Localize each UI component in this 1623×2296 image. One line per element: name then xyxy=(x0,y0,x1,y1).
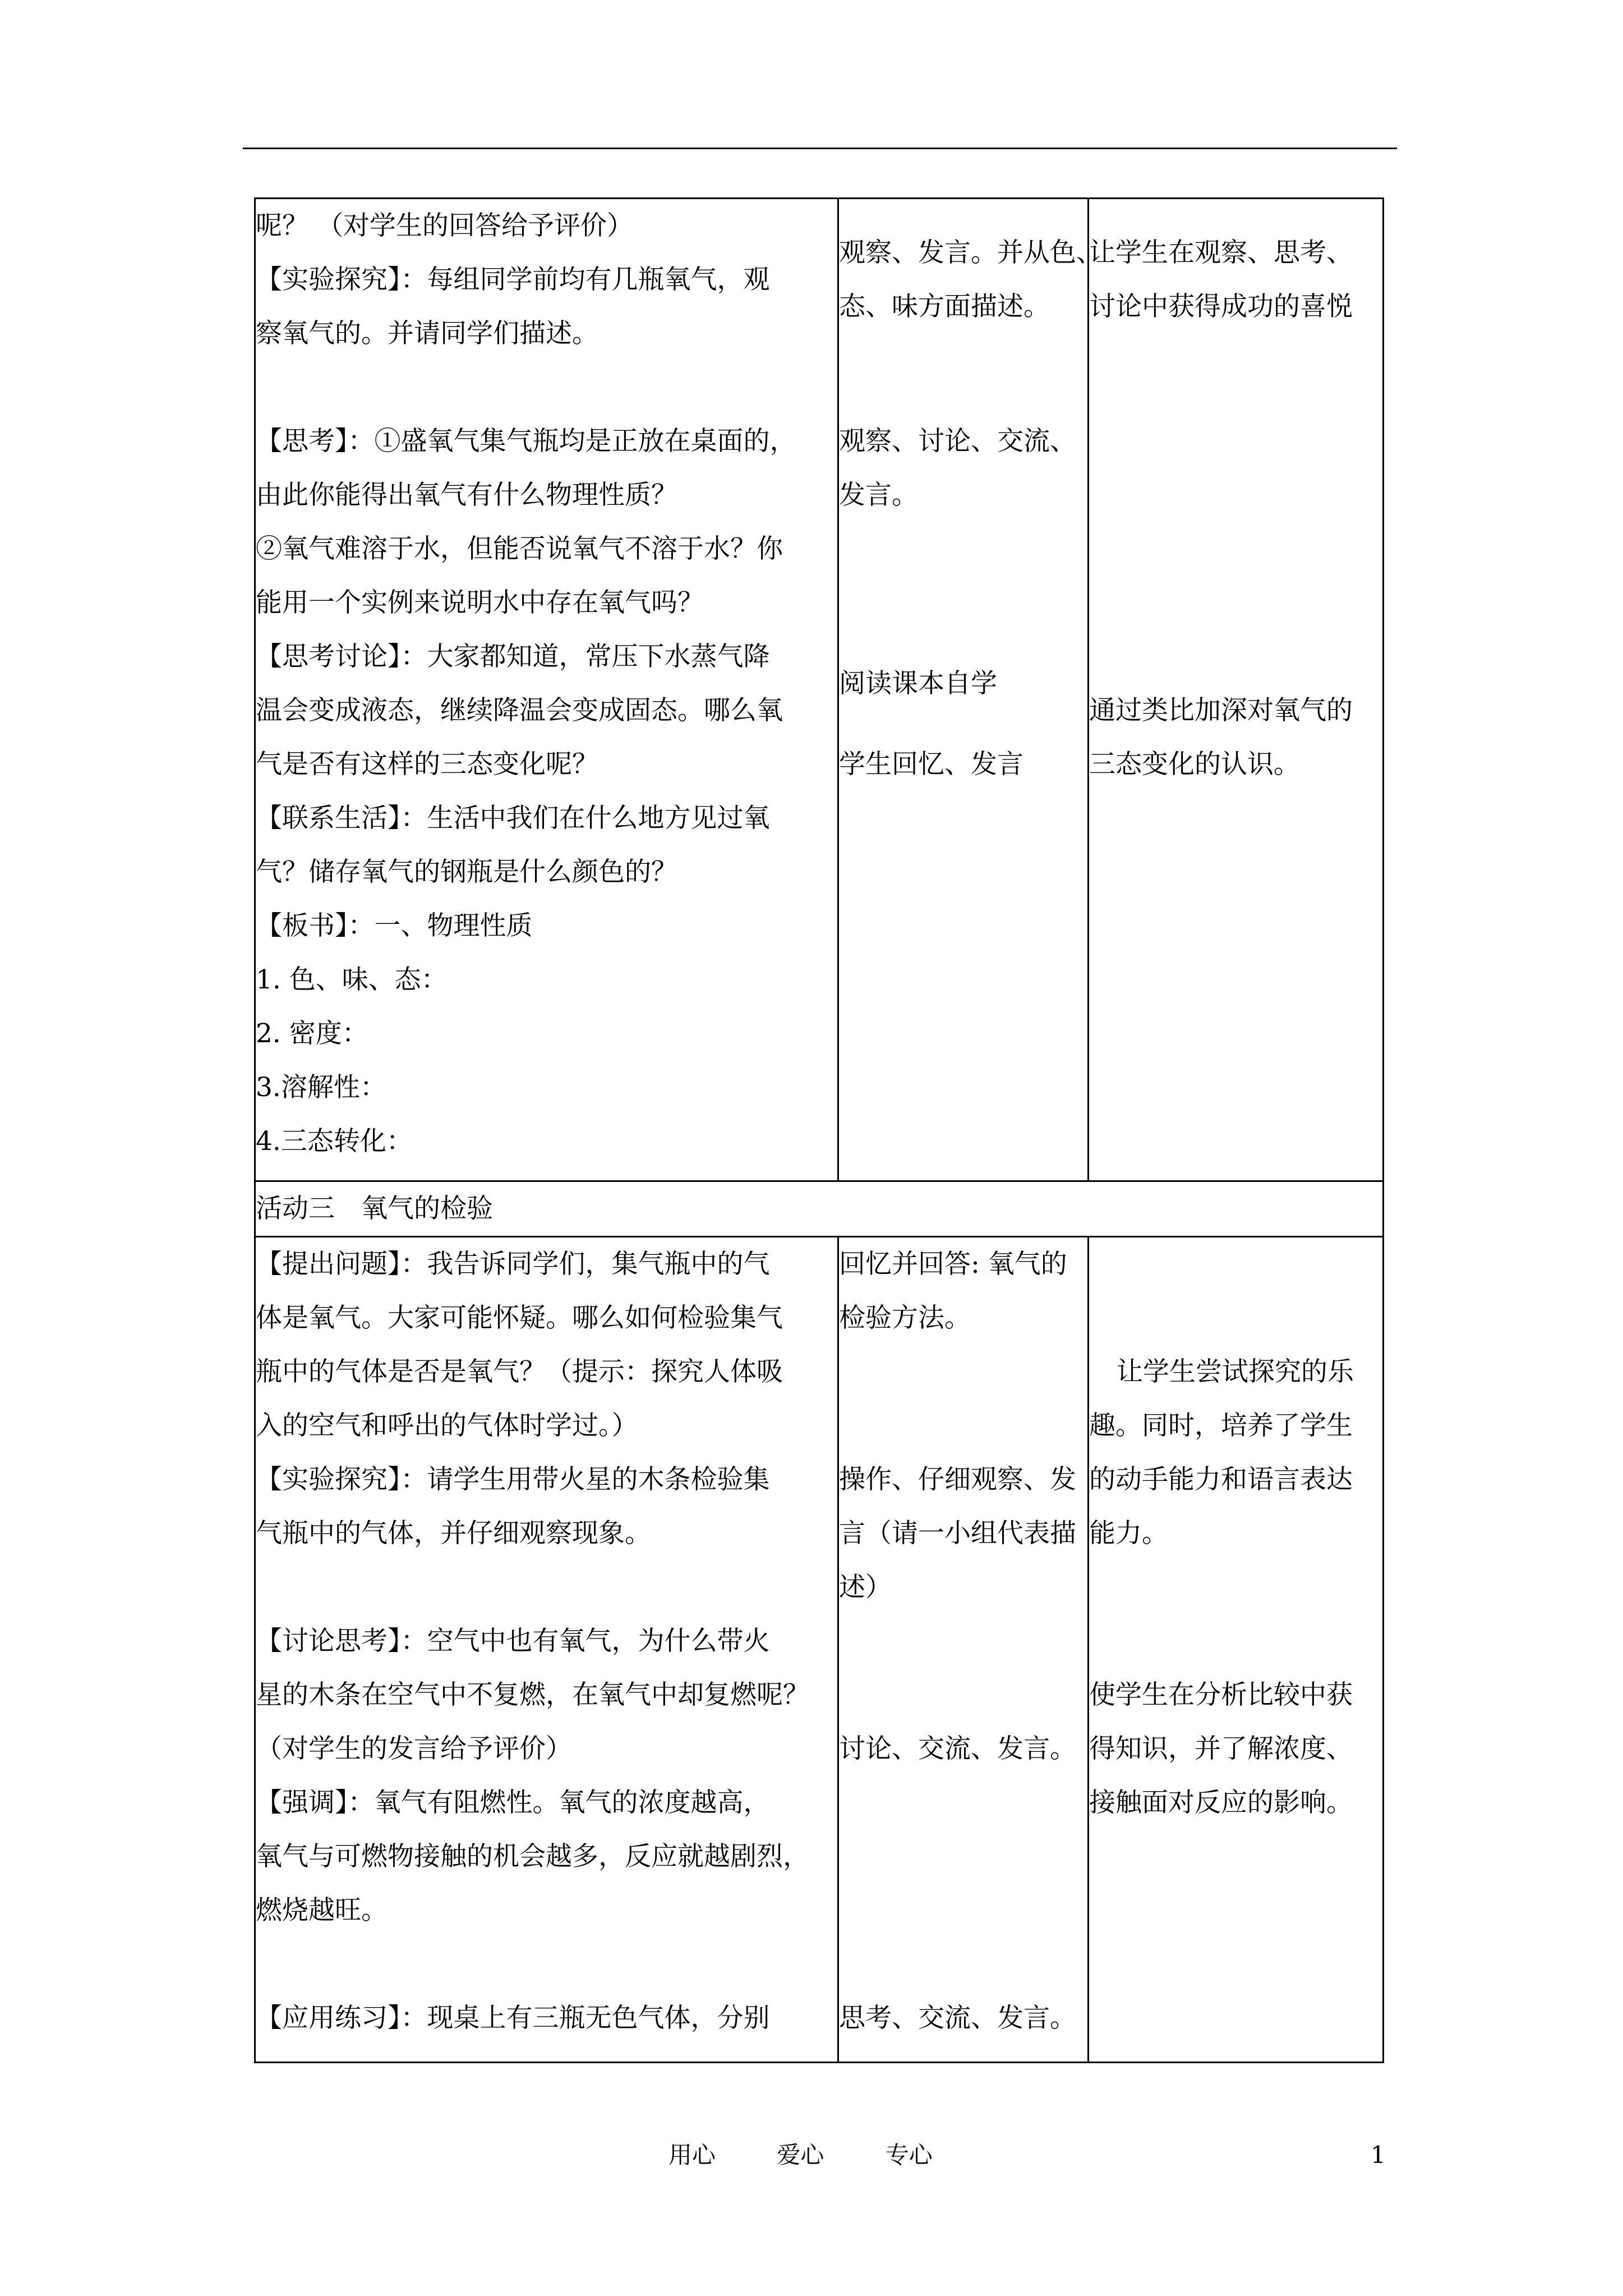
lesson-table xyxy=(254,197,1384,2063)
text-line: 【思考】：①盛氧气集气瓶均是正放在桌面的， xyxy=(256,426,796,457)
text-line: 操作、仔细观察、发 xyxy=(839,1464,1076,1495)
text-line: 星的木条在空气中不复燃，在氧气中却复燃呢？ xyxy=(256,1680,809,1710)
text-line: 讨论、交流、发言。 xyxy=(839,1733,1076,1764)
text-line: 述） xyxy=(839,1572,892,1603)
page-footer xyxy=(668,2138,933,2172)
student-activity-cell xyxy=(838,1237,1089,2063)
design-intent-cell xyxy=(1089,1237,1384,2063)
text-line: 三态变化的认识。 xyxy=(1089,749,1300,780)
text-line: 回忆并回答: 氧气的 xyxy=(839,1249,1067,1280)
text-line: 【讨论思考】：空气中也有氧气，为什么带火 xyxy=(256,1626,770,1657)
text-line: 【强调】：氧气有阻燃性。氧气的浓度越高， xyxy=(256,1787,770,1818)
text-line: 使学生在分析比较中获 xyxy=(1089,1680,1353,1710)
text-line: 【应用练习】：现桌上有三瓶无色气体，分别 xyxy=(256,2003,770,2033)
text-line: 由此你能得出氧气有什么物理性质？ xyxy=(256,480,677,510)
text-line: 学生回忆、发言 xyxy=(839,749,1023,780)
text-line: 思考、交流、发言。 xyxy=(839,2003,1076,2033)
text-line: 4.三态转化： xyxy=(256,1126,413,1157)
text-line: 接触面对反应的影响。 xyxy=(1089,1787,1353,1818)
text-line: 观察、发言。并从色、 xyxy=(839,237,1103,268)
text-line: 气？储存氧气的钢瓶是什么颜色的？ xyxy=(256,857,677,887)
section-title: 活动三 氧气的检验 xyxy=(255,1181,1384,1237)
text-line: 言（请一小组代表描 xyxy=(839,1518,1076,1549)
text-line: （对学生的发言给予评价） xyxy=(256,1733,572,1764)
table-row-oxygen-test xyxy=(255,1237,1384,2063)
text-line: 察氧气的。并请同学们描述。 xyxy=(256,318,598,349)
text-line: 【思考讨论】：大家都知道，常压下水蒸气降 xyxy=(256,641,770,672)
text-line: 【实验探究】：请学生用带火星的木条检验集 xyxy=(256,1464,770,1495)
design-intent-cell xyxy=(1089,199,1384,1181)
footer-word: 专心 xyxy=(885,2141,933,2169)
text-line: 【联系生活】：生活中我们在什么地方见过氧 xyxy=(256,803,770,834)
text-line: 1. 色、味、态： xyxy=(256,964,448,995)
text-line: ②氧气难溶于水，但能否说氧气不溶于水？你 xyxy=(256,533,783,564)
text-line: 燃烧越旺。 xyxy=(256,1895,388,1926)
footer-word: 爱心 xyxy=(777,2141,824,2169)
text-line: 2. 密度： xyxy=(256,1018,368,1049)
text-line: 阅读课本自学 xyxy=(839,668,997,699)
student-activity-cell xyxy=(838,199,1103,1181)
text-line: 观察、讨论、交流、 xyxy=(839,426,1076,457)
text-line: 讨论中获得成功的喜悦 xyxy=(1089,291,1353,322)
blank-line xyxy=(256,361,837,415)
text-line: 让学生在观察、思考、 xyxy=(1089,237,1353,268)
text-line: 【板书】：一、物理性质 xyxy=(256,910,533,941)
text-line: 呢？ （对学生的回答给予评价） xyxy=(256,210,633,241)
text-line: 趣。同时，培养了学生 xyxy=(1089,1410,1353,1441)
table-row-physical-properties xyxy=(255,199,1384,1181)
text-line: 发言。 xyxy=(839,480,918,510)
text-line: 气是否有这样的三态变化呢？ xyxy=(256,749,598,780)
teacher-activity-cell xyxy=(255,199,838,1181)
text-line: 氧气与可燃物接触的机会越多，反应就越剧烈， xyxy=(256,1841,809,1872)
text-line: 3.溶解性： xyxy=(256,1072,386,1103)
text-line: 通过类比加深对氧气的 xyxy=(1089,695,1353,726)
text-line: 【提出问题】：我告诉同学们，集气瓶中的气 xyxy=(256,1249,770,1280)
text-line: 得知识，并了解浓度、 xyxy=(1089,1733,1353,1764)
text-line: 气瓶中的气体，并仔细观察现象。 xyxy=(256,1518,651,1549)
text-line: 能用一个实例来说明水中存在氧气吗？ xyxy=(256,587,704,618)
text-line: 体是氧气。大家可能怀疑。哪么如何检验集气 xyxy=(256,1303,783,1333)
text-line: 瓶中的气体是否是氧气？（提示：探究人体吸 xyxy=(256,1356,783,1387)
teacher-activity-cell xyxy=(255,1237,838,2063)
table-row-section-title xyxy=(255,1181,1384,1237)
page-number: 1 xyxy=(1371,2141,1386,2169)
header-rule xyxy=(243,148,1397,149)
footer-word: 用心 xyxy=(668,2141,716,2169)
text-line: 检验方法。 xyxy=(839,1303,971,1333)
text-line: 能力。 xyxy=(1089,1518,1168,1549)
text-line: 态、味方面描述。 xyxy=(839,291,1050,322)
text-line: 让学生尝试探究的乐 xyxy=(1117,1356,1354,1387)
text-line: 的动手能力和语言表达 xyxy=(1089,1464,1353,1495)
text-line: 温会变成液态，继续降温会变成固态。哪么氧 xyxy=(256,695,783,726)
text-line: 【实验探究】：每组同学前均有几瓶氧气，观 xyxy=(256,264,770,295)
text-line: 入的空气和呼出的气体时学过。） xyxy=(256,1410,638,1441)
